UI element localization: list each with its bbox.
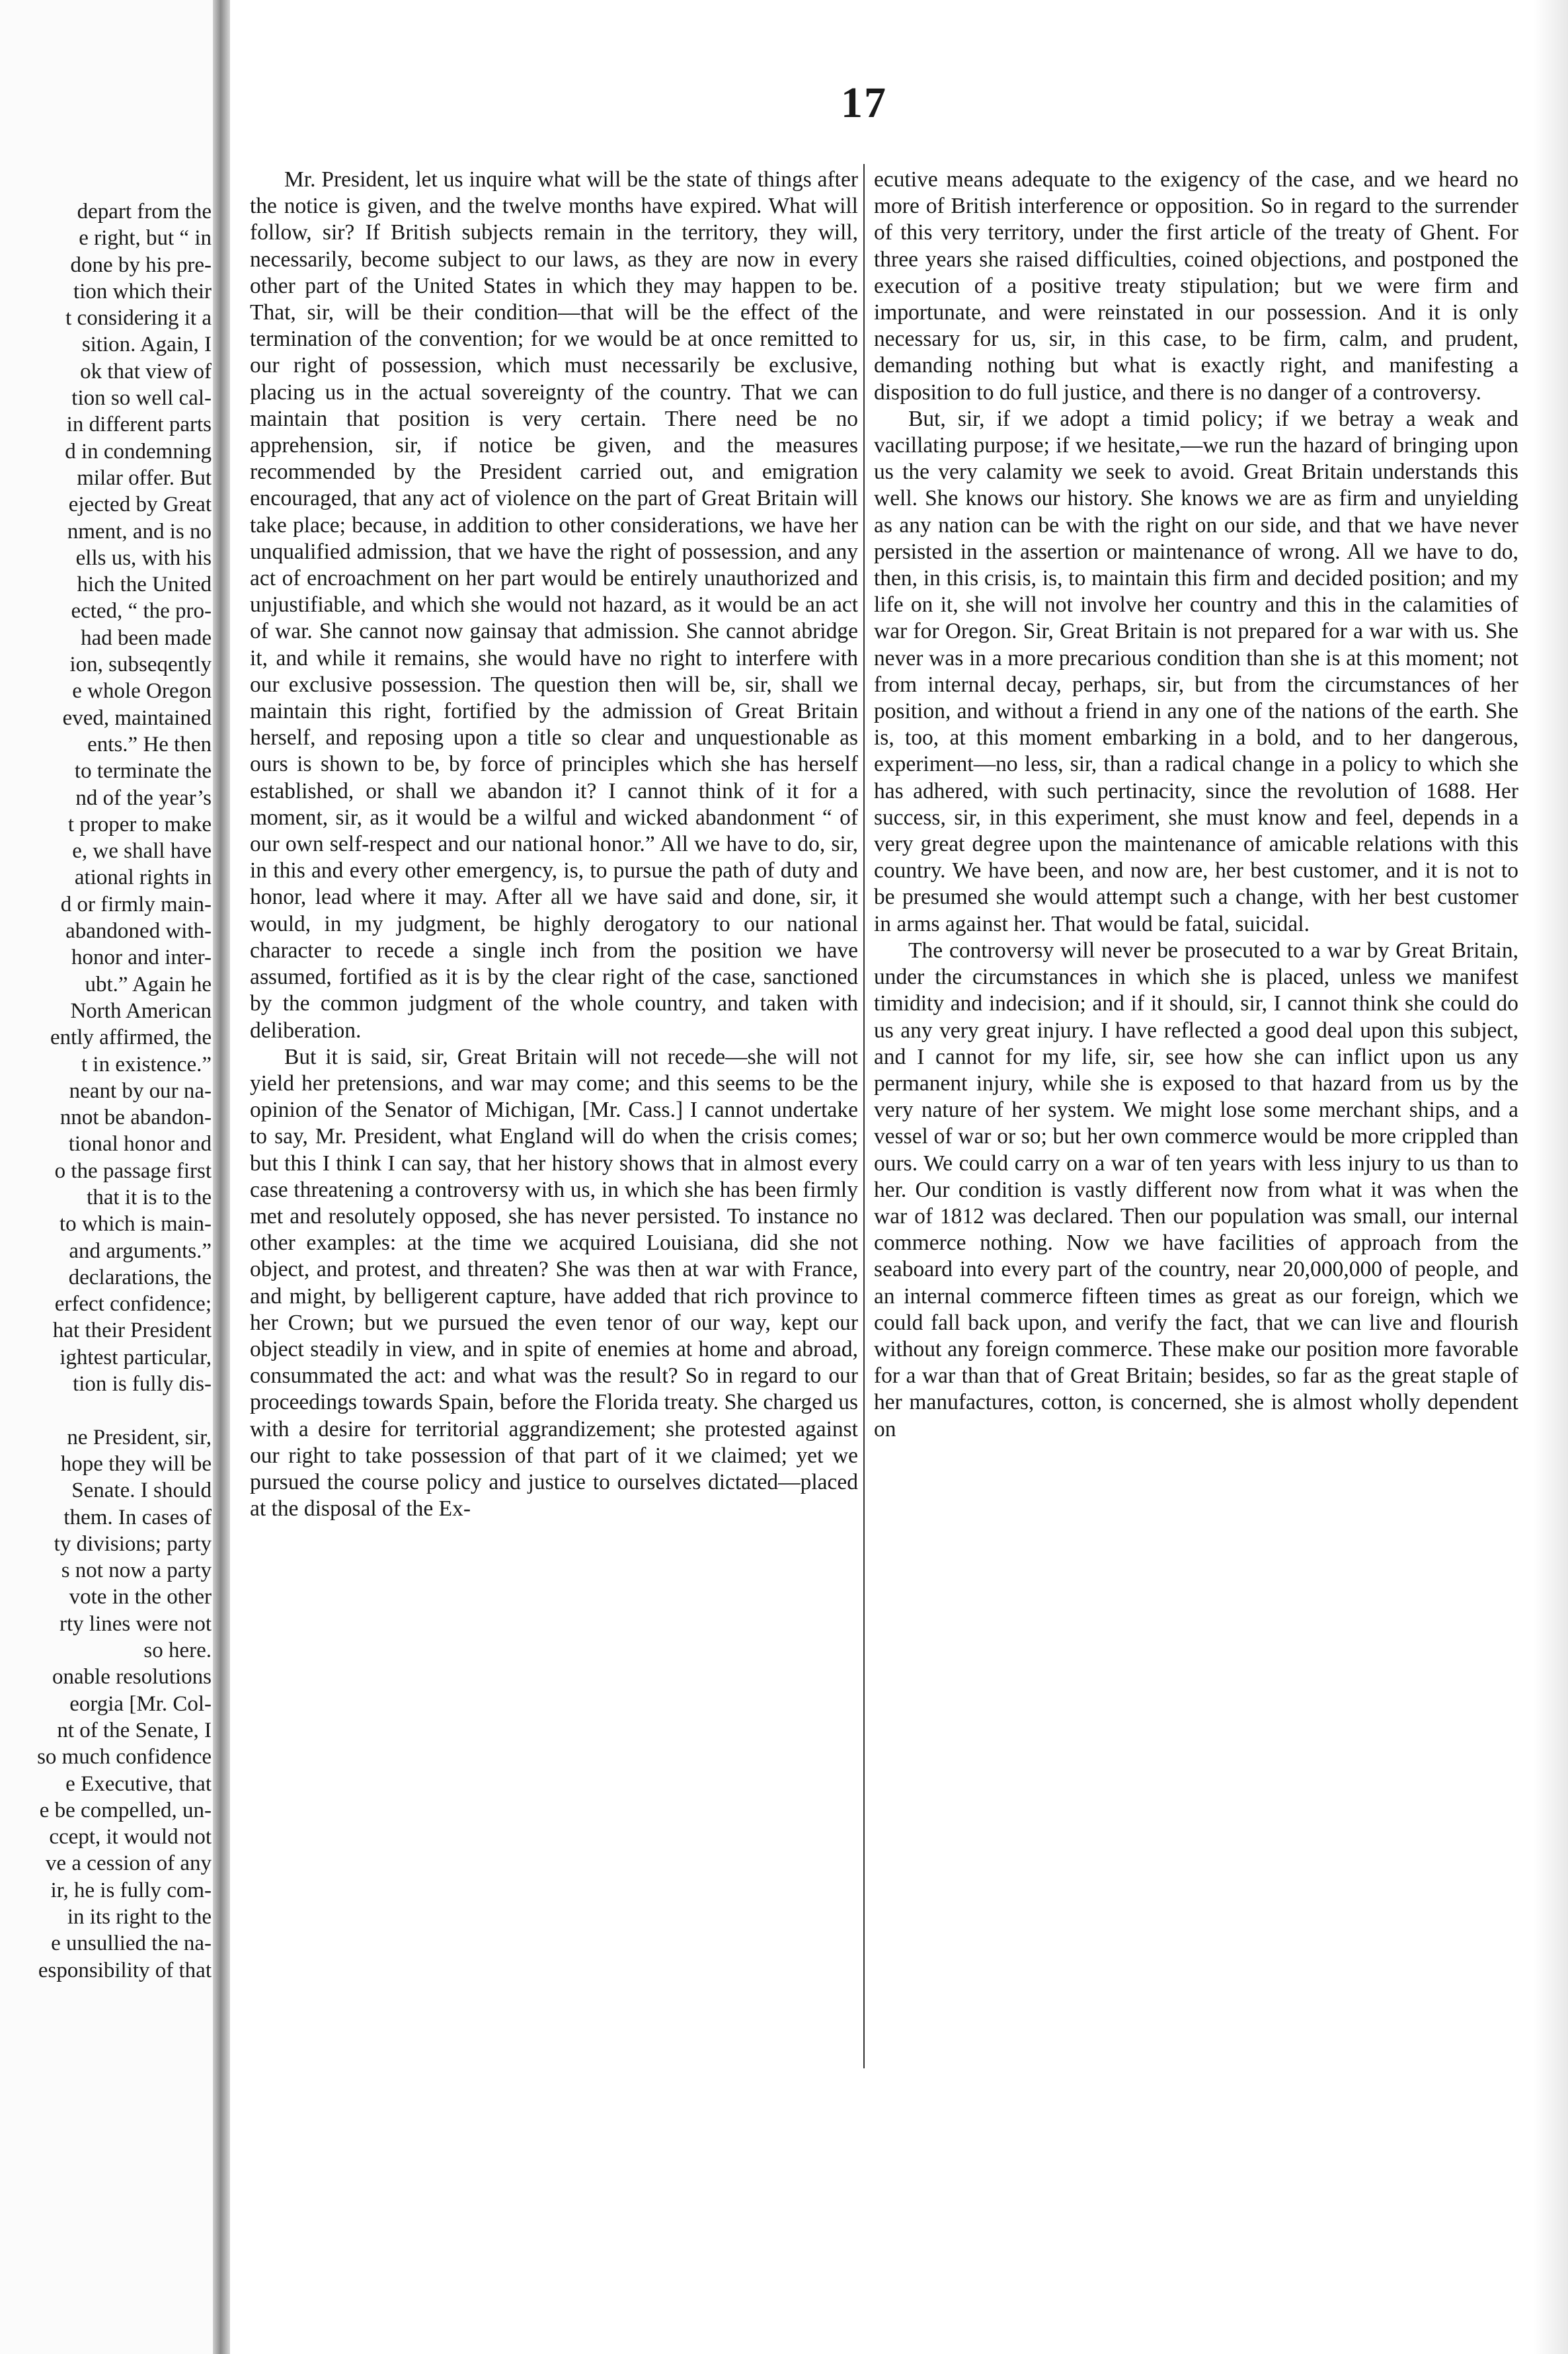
facing-page-line: tion which their [73,279,212,304]
facing-page-line: t in existence.” [81,1052,212,1076]
facing-page-line: in its right to the [67,1905,212,1929]
facing-page-line: tional honor and [68,1132,212,1157]
page-number: 17 [841,79,887,127]
facing-page-line: rty lines were not [59,1611,212,1636]
facing-page-line: nment, and is no [67,519,212,544]
facing-page-line: e Executive, that [65,1771,212,1796]
facing-page-line: hich the United [77,573,212,597]
paragraph: But it is said, sir, Great Britain will not recede—she will not yield her pretensions, and war may come; and this seems to be the opinion of the Senator of Michigan, [Mr. Cass.] I cannot undertake to say, Mr. President, what England will do when the crisis comes; but this I think I can say, that her history shows that in almost every case threatening a controversy with us, in which she has been firmly met and resolutely opposed, she has never persisted. To instance no other examples: at the time we acquired Louisiana, did she not object, and protest, and threaten? She was then at war with France, and might, by belligerent capture, have added that rich province to her Crown; but we pursued the even tenor of our way, kept our object steadily in view, and in spite of enemies at home and abroad, consummated the act: and what was the result? So in regard to our proceedings towards Spain, before the Florida treaty. She charged us with a desire for territorial aggrandizement; she protested against our right to take possession of that part of it we claimed; yet we pursued the course policy and justice to ourselves dictated—placed at the disposal of the Ex- [250,1044,858,1522]
facing-page-text [0,198,212,1984]
right-column [874,167,1518,1443]
facing-page-line: eorgia [Mr. Col- [69,1691,212,1716]
facing-page-line: that it is to the [87,1185,212,1209]
facing-page-line: to which is main- [59,1212,212,1237]
facing-page-line: ational rights in [74,866,212,890]
facing-page-line: ently affirmed, the [50,1026,212,1050]
facing-page-line: hat their President [52,1319,212,1343]
facing-page-line: d in condemning [65,439,212,464]
facing-page-line: milar offer. But [77,466,212,490]
paragraph: The controversy will never be prosecuted to a war by Great Britain, under the circumstances in which she is placed, unless we manifest timidity and indecision; and if it should, sir, I cannot think she could do us any very great injury. I have reflected a good deal upon this subject, and I cannot for my life, sir, see how she can inflict upon us any permanent injury, while she is exposed to that hazard from us by the very nature of her system. We might lose some merchant ships, and a vessel of war or so; but her own commerce would be more crippled than ours. We could carry on a war of ten years with less injury to us than to her. Our condition is vastly different now from what it was when the war of 1812 was declared. Then our population was small, our internal commerce nothing. Now we have facilities of approach from the seaboard into every part of the country, near 20,000,000 of people, and an internal commerce fifteen times as great as our foreign, which we could fall back upon, and verify the fact, that we can live and flourish without any foreign commerce. These make our position more favorable for a war than that of Great Britain; besides, so far as the great staple of her manufactures, cotton, is concerned, she is almost wholly dependent on [874,938,1518,1441]
facing-page-line: abandoned with- [65,919,212,944]
left-column [250,167,858,1522]
facing-page-line: honor and inter- [71,946,212,970]
facing-page-line: so here. [143,1639,212,1663]
facing-page-line: ccept, it would not [49,1825,212,1849]
facing-page-line: esponsibility of that [38,1958,212,1982]
facing-page-line: erfect confidence; [54,1292,212,1317]
facing-page-line: e right, but “ in [79,226,212,251]
facing-page-line: sition. Again, I [81,333,212,357]
facing-page-line [0,1397,212,1424]
facing-page-line: t considering it a [65,306,212,331]
facing-page-line: hope they will be [60,1451,212,1476]
facing-page-line: declarations, the [68,1265,212,1289]
facing-page-line: e be compelled, un- [39,1798,212,1822]
paragraph: But, sir, if we adopt a timid policy; if we betray a weak and vacillating purpose; if we hesitate,—we run the hazard of bringing upon us the very calamity we seek to avoid. Great Britain understands this well. She knows our history. She knows we are as firm and unyielding as any nation can be with the right on our side, and that we have never persisted in the assertion or maintenance of wrong. All we have to do, then, in this crisis, is, to maintain this firm and decided position; and my life on it, she will not involve her country and this in the calamities of war for Oregon. Sir, Great Britain is not prepared for a war with us. She never was in a more precarious condition than she is at this moment; not from internal decay, perhaps, sir, but from the circumstances of her position, and without a friend in any one of the nations of the earth. She is, too, at this moment embarking in a bold, and to her dangerous, experiment—no less, sir, than a radical change in a policy to which she has adhered, with such pertinacity, since the revolution of 1688. Her success, sir, in this experiment, she must know and feel, depends in a very great degree upon the maintenance of amicable relations with this country. We have been, and now are, her best customer, and it is not to be presumed she would attempt such a change, with her best customer in arms against her. That would be fatal, suicidal. [874,406,1518,936]
facing-page-line: d or firmly main- [60,892,212,916]
facing-page-line: ells us, with his [75,546,212,570]
facing-page-line: so much confidence [37,1745,212,1769]
paragraph: ecutive means adequate to the exigency of the case, and we heard no more of British interference or opposition. So in regard to the surrender of this very territory, under the first article of the treaty of Ghent. For three years she raised difficulties, coined objections, and postponed the execution of a positive treaty stipulation; but we were firm and importunate, and were reinstated in our possession. And it is only necessary for us, sir, in this case, to be firm, calm, and prudent, demanding nothing but what is exactly right, and manifesting a disposition to do full justice, and there is no danger of a controversy. [874,167,1518,405]
facing-page-line: them. In cases of [63,1505,212,1529]
facing-page-line: s not now a party [61,1559,212,1583]
facing-page-line: ne President, sir, [67,1425,212,1449]
facing-page-line: e unsullied the na- [51,1931,212,1956]
facing-page-line: ir, he is fully com- [50,1878,212,1902]
facing-page-line: ightest particular, [59,1345,212,1369]
facing-page-line: ve a cession of any [45,1851,212,1876]
facing-page-line: in different parts [66,413,212,437]
facing-page-line: nd of the year’s [75,786,212,810]
facing-page-line: ok that view of [80,359,212,384]
facing-page-line: onable resolutions [52,1665,212,1689]
page-edge [1534,0,1568,2354]
column-rule [863,164,865,2068]
facing-page-line: Senate. I should [71,1479,212,1503]
facing-page-line: had been made [81,626,212,650]
facing-page-line: vote in the other [69,1585,212,1609]
facing-page-line: e, we shall have [72,839,212,864]
facing-page-line: e whole Oregon [72,679,212,704]
facing-page-line: eved, maintained [62,706,212,730]
paragraph: Mr. President, let us inquire what will be the state of things after the notice is given, and the twelve months have expired. What will follow, sir? If British subjects remain in the territory, they will, necessarily, become subject to our laws, as they are now in every other part of the United States in which they may happen to be. That, sir, will be their condition—that will be the effect of the termination of the convention; for we would be at once remitted to our right of possession, which must necessarily be exclusive, placing us in the actual sovereignty of the country. That we can maintain that position is very certain. There need be no apprehension, sir, if notice be given, and the measures recommended by the President carried out, and emigration encouraged, that any act of violence on the part of Great Britain will take place; because, in addition to other considerations, we have her unqualified admission, that we have the right of possession, and any act of encroachment on her part would be entirely unauthorized and unjustifiable, and which she would not hazard, as it would be an act of war. She cannot now gainsay that admission. She cannot abridge it, and while it remains, she would have no right to interfere with our exclusive possession. The question then will be, sir, shall we maintain this right, fortified by the admission of Great Britain herself, and reposing upon a title so clear and unquestionable as ours is shown to be, by force of principles which she has herself established, or shall we abandon it? I cannot think of it for a moment, sir, as it would be a wilful and wicked abandonment “ of our own self-respect and our national honor.” All we have to do, sir, in this and every other emergency, is, to pursue the path of duty and honor, lead where it may. After all we have said and done, sir, it would, in my judgment, be highly derogatory to our national character to recede a single inch from the position we have assumed, fortified as it is by the clear right of the case, sanctioned by the common judgment of the whole country, and taken with deliberation. [250,167,858,1043]
facing-page-line: ubt.” Again he [85,972,212,996]
facing-page-line: neant by our na- [69,1078,212,1103]
facing-page-line: nnot be abandon- [59,1106,212,1130]
facing-page-line: ected, “ the pro- [71,599,212,624]
facing-page-line: done by his pre- [70,253,212,277]
facing-page-line: o the passage first [54,1158,212,1183]
facing-page-line: depart from the [77,200,212,223]
facing-page-line: tion is fully dis- [73,1372,212,1397]
facing-page-line: ejected by Great [68,493,212,517]
facing-page-line: t proper to make [67,812,212,836]
facing-page-line: ion, subseqently [69,653,212,677]
facing-page-line: to terminate the [74,759,212,784]
facing-page-line: and arguments.” [69,1238,212,1263]
facing-page-fragment [0,0,225,2354]
facing-page-line: tion so well cal- [71,386,212,411]
facing-page-line: North American [70,998,212,1023]
book-gutter [213,0,230,2354]
facing-page-line: ty divisions; party [54,1531,212,1556]
facing-page-line: nt of the Senate, I [57,1718,212,1742]
facing-page-line: ents.” He then [87,732,212,756]
